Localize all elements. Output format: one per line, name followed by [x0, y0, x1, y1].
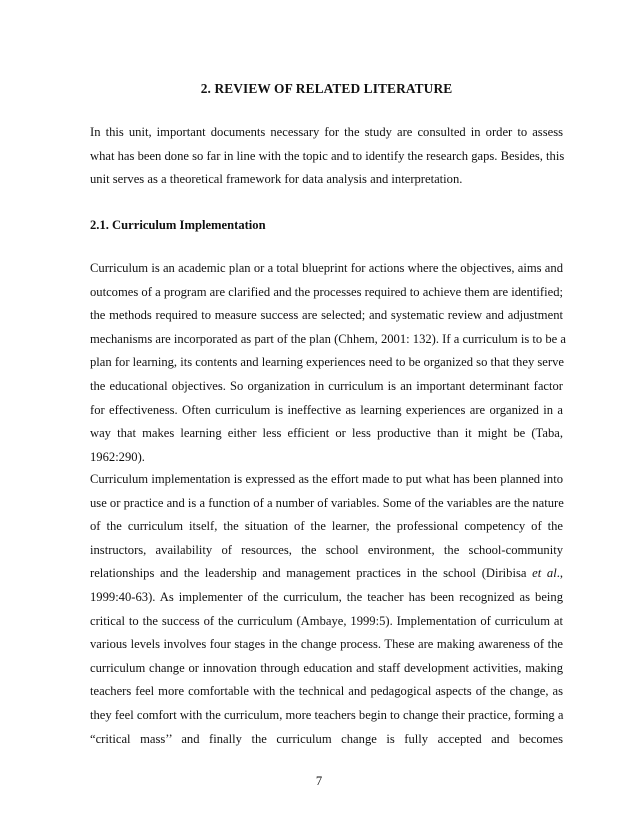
- paragraph-line: 1999:40-63). As implementer of the curriculum, the teacher has been recognized as being: [90, 589, 563, 604]
- paragraph-line: mechanisms are incorporated as part of the plan (Chhem, 2001: 132). If a curriculum is to be a: [90, 331, 566, 346]
- paragraph-line: instructors, availability of resources, the school environment, the school-community: [90, 542, 563, 557]
- section-heading: 2.1. Curriculum Implementation: [90, 218, 266, 232]
- paragraph-line: way that makes learning either less efficient or less productive than it might be (Taba,: [90, 426, 563, 441]
- paragraph-line: unit serves as a theoretical framework for data analysis and interpretation.: [90, 172, 463, 187]
- paragraph-line: curriculum change or innovation through education and staff development activities, making: [90, 660, 563, 675]
- paragraph-line: use or practice and is a function of a number of variables. Some of the variables are the nature: [90, 495, 564, 510]
- paragraph-line: Curriculum implementation is expressed as the effort made to put what has been planned into: [90, 472, 563, 486]
- page-number: 7: [315, 774, 323, 788]
- citation-italic: et al: [532, 566, 557, 581]
- paragraph-line: teachers feel more comfortable with the technical and pedagogical aspects of the change, as: [90, 684, 563, 699]
- paragraph-line: plan for learning, its contents and learning experiences need to be organized so that they serve: [90, 355, 564, 370]
- paragraph-line: In this unit, important documents necessary for the study are consulted in order to assess: [90, 125, 563, 139]
- paragraph-line: of the curriculum itself, the situation of the learner, the professional competency of the: [90, 519, 563, 534]
- line-text: .,: [556, 566, 563, 581]
- curriculum-paragraph-2: [90, 468, 563, 751]
- paragraph-line: “critical mass’’ and finally the curriculum change is fully accepted and becomes: [90, 731, 563, 746]
- paragraph-line: Curriculum is an academic plan or a total blueprint for actions where the objectives, aims and: [90, 261, 563, 275]
- paragraph-line: they feel comfort with the curriculum, more teachers begin to change their practice, forming a: [90, 707, 564, 722]
- paragraph-line: various levels involves four stages in the change process. These are making awareness of the: [90, 637, 563, 652]
- paragraph-line: the methods required to measure success are selected; and systematic review and adjustment: [90, 308, 563, 323]
- paragraph-line: for effectiveness. Often curriculum is ineffective as learning experiences are organized in a: [90, 402, 563, 417]
- chapter-heading: 2. REVIEW OF RELATED LITERATURE: [200, 81, 453, 96]
- paragraph-line: [90, 562, 563, 586]
- line-text: relationships and the leadership and management practices in the school (Diribisa: [90, 566, 533, 581]
- paragraph-line: 1962:290).: [90, 449, 145, 464]
- paragraph-line: the educational objectives. So organization in curriculum is an important determinant factor: [90, 378, 563, 393]
- paragraph-line: critical to the success of the curriculum (Ambaye, 1999:5). Implementation of curriculum at: [90, 613, 563, 628]
- paragraph-line: what has been done so far in line with the topic and to identify the research gaps. Besides, this: [90, 148, 565, 163]
- curriculum-paragraph-1: [90, 257, 566, 469]
- intro-paragraph: [90, 121, 563, 192]
- paragraph-line: outcomes of a program are clarified and the processes required to achieve them are identified;: [90, 284, 563, 299]
